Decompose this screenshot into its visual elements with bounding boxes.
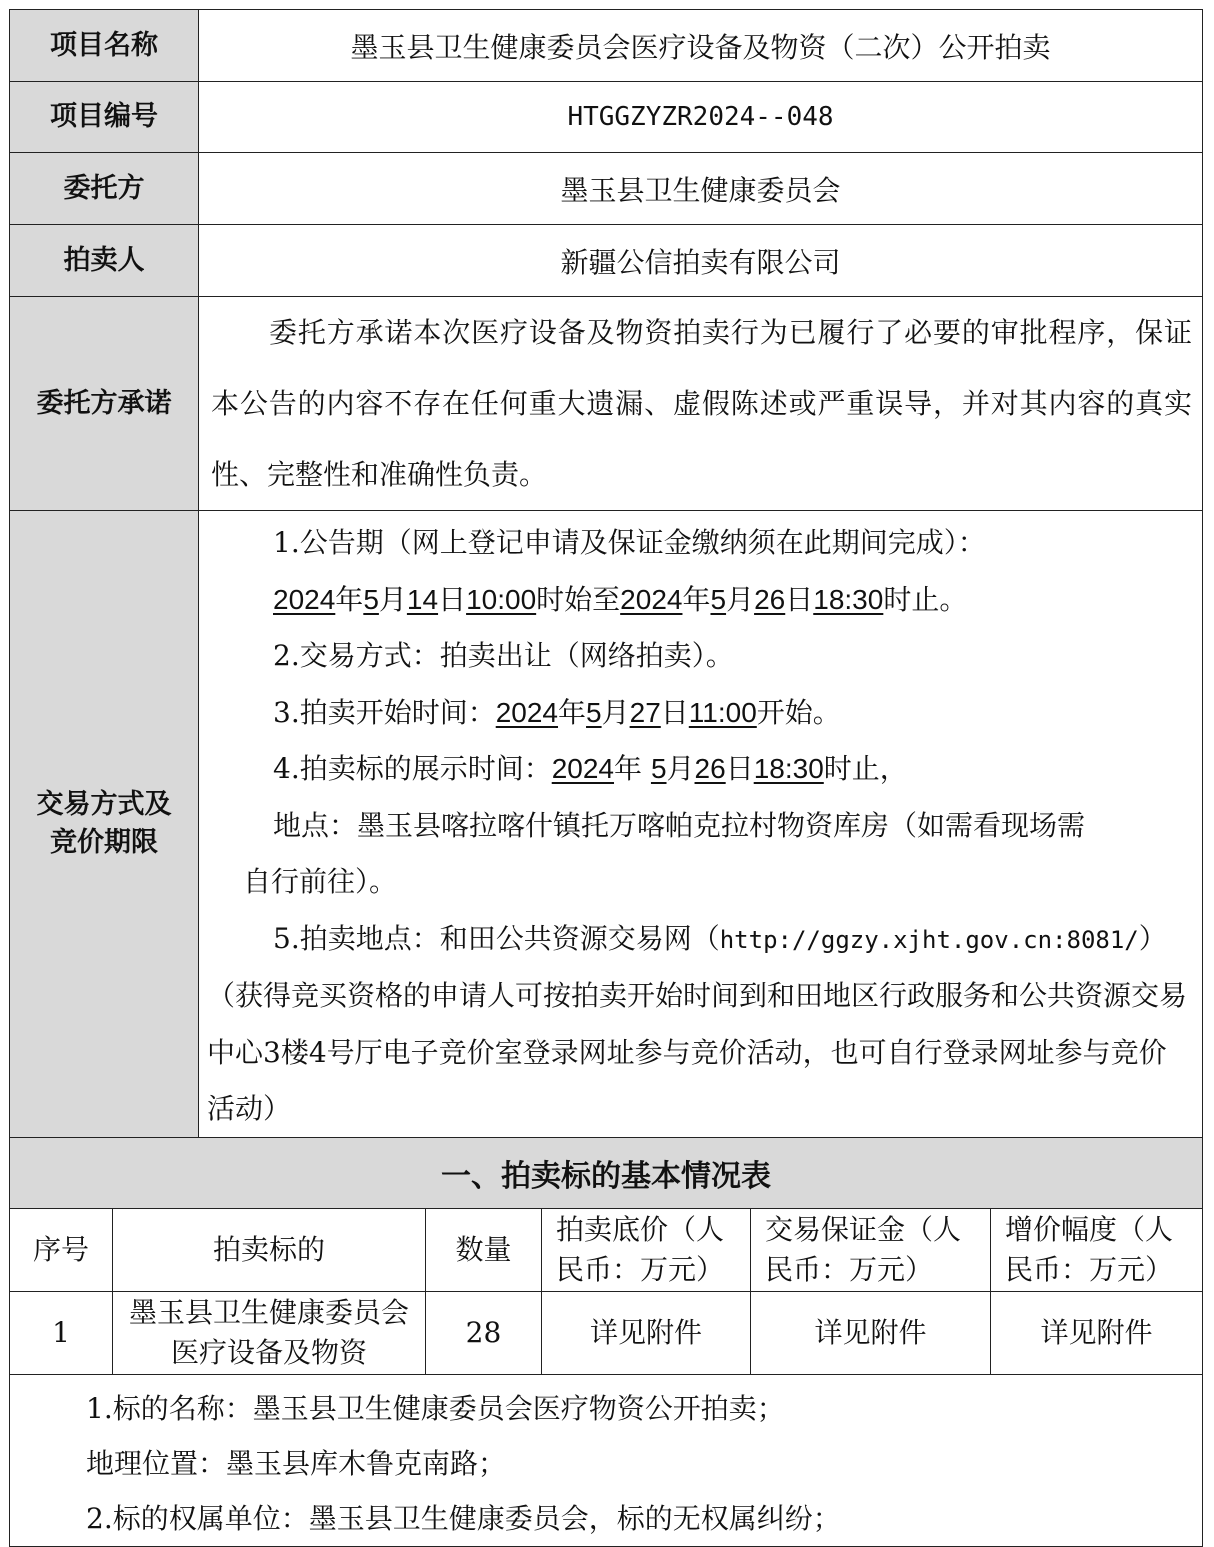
end-time: 18:30 xyxy=(813,583,884,615)
start-suffix: 时始至 xyxy=(536,582,621,616)
row-increment: 详见附件 xyxy=(991,1292,1203,1375)
row-reserve-price: 详见附件 xyxy=(542,1292,751,1375)
unit-month: 月 xyxy=(378,582,407,616)
display-time xyxy=(211,741,1190,798)
note-item: 地理位置：墨玉县库木鲁克南路； xyxy=(86,1447,507,1480)
auctioneer-label: 拍卖人 xyxy=(10,225,199,297)
notice-period-title: 1.公告期（网上登记申请及保证金缴纳须在此期间完成）： xyxy=(273,526,986,559)
end-month: 5 xyxy=(710,583,727,615)
auction-venue xyxy=(211,911,1190,969)
header-subject: 拍卖标的 xyxy=(113,1209,426,1292)
unit-year: 年 xyxy=(614,752,643,785)
row-auctioneer xyxy=(10,225,1203,297)
auction-start-time xyxy=(211,685,1190,742)
unit-month: 月 xyxy=(726,582,755,616)
header-deposit: 交易保证金（人民币：万元） xyxy=(751,1209,991,1292)
note-item: 2.标的权属单位：墨玉县卫生健康委员会，标的无权属纠纷； xyxy=(86,1502,841,1535)
client-label: 委托方 xyxy=(10,153,199,225)
unit-day: 日 xyxy=(725,752,754,785)
auctioneer-value: 新疆公信拍卖有限公司 xyxy=(199,225,1203,297)
row-seq: 1 xyxy=(10,1292,113,1375)
promise-text: 委托方承诺本次医疗设备及物资拍卖行为已履行了必要的审批程序，保证本公告的内容不存在任何重大遗漏、虚假陈述或严重误导，并对其内容的真实性、完整性和准确性负责。 xyxy=(199,297,1203,511)
row-deposit: 详见附件 xyxy=(751,1292,991,1375)
start-month: 5 xyxy=(363,583,379,615)
unit-day: 日 xyxy=(660,695,689,729)
project-info-table xyxy=(9,9,1203,1139)
end-suffix: 时止。 xyxy=(883,582,968,616)
row-promise xyxy=(10,297,1203,511)
header-increment: 增价幅度（人民币：万元） xyxy=(991,1209,1203,1292)
row-client xyxy=(10,153,1203,225)
notice-period-dates xyxy=(211,572,1190,629)
notes xyxy=(10,1375,1203,1547)
unit-year: 年 xyxy=(335,582,364,616)
auction-items-table xyxy=(9,1137,1203,1547)
project-code-label: 项目编号 xyxy=(10,82,199,153)
unit-day: 日 xyxy=(438,582,467,616)
unit-day: 日 xyxy=(785,582,814,616)
row-trade-terms xyxy=(10,511,1203,1139)
display-prefix: 4.拍卖标的展示时间： xyxy=(273,752,552,785)
header-seq: 序号 xyxy=(10,1209,113,1292)
auction-day: 27 xyxy=(629,696,661,728)
header-reserve-price: 拍卖底价（人民币：万元） xyxy=(542,1209,751,1292)
auction-time: 11:00 xyxy=(688,696,757,728)
trade-terms xyxy=(199,511,1203,1139)
announcement-sheet xyxy=(9,9,1202,1547)
section-title: 一、拍卖标的基本情况表 xyxy=(10,1138,1203,1209)
trade-label xyxy=(10,511,199,1139)
display-year: 2024 xyxy=(551,753,615,784)
project-name-value: 墨玉县卫生健康委员会医疗设备及物资（二次）公开拍卖 xyxy=(199,10,1203,82)
header-row xyxy=(10,1209,1203,1292)
auction-year: 2024 xyxy=(495,696,559,728)
end-year: 2024 xyxy=(620,583,683,615)
auction-month: 5 xyxy=(586,696,602,728)
unit-month: 月 xyxy=(666,752,695,785)
trade-label-line1: 交易方式及 xyxy=(36,789,172,821)
end-day: 26 xyxy=(754,583,786,615)
notes-row xyxy=(10,1375,1203,1547)
auction-start-prefix: 3.拍卖开始时间： xyxy=(273,695,496,729)
header-qty: 数量 xyxy=(426,1209,542,1292)
auction-start-suffix: 开始。 xyxy=(756,695,841,729)
trade-method: 2.交易方式：拍卖出让（网络拍卖）。 xyxy=(273,639,734,672)
venue-note: （获得竞买资格的申请人可按拍卖开始时间到和田地区行政服务和公共资源交易中心3楼4号厅电子竞价室登录网址参与竞价活动，也可自行登录网址参与竞价活动） xyxy=(207,979,1188,1125)
promise-label: 委托方承诺 xyxy=(10,297,199,511)
start-year: 2024 xyxy=(273,583,336,615)
table-row xyxy=(10,1292,1203,1375)
venue-prefix: 5.拍卖地点：和田公共资源交易网（ xyxy=(273,921,720,955)
venue-close: ） xyxy=(1138,921,1167,955)
row-qty: 28 xyxy=(426,1292,542,1375)
start-day: 14 xyxy=(406,583,439,615)
note-item: 1.标的名称：墨玉县卫生健康委员会医疗物资公开拍卖； xyxy=(86,1392,785,1425)
display-location-line1: 地点：墨玉县喀拉喀什镇托万喀帕克拉村物资库房（如需看现场需 xyxy=(273,808,1086,842)
unit-year: 年 xyxy=(558,695,587,729)
project-name-label: 项目名称 xyxy=(10,10,199,82)
trade-label-line2: 竞价期限 xyxy=(50,827,158,859)
row-subject: 墨玉县卫生健康委员会医疗设备及物资 xyxy=(113,1292,426,1375)
unit-month: 月 xyxy=(601,695,630,729)
row-project-code xyxy=(10,82,1203,153)
display-month: 5 xyxy=(650,753,667,784)
display-time-value: 18:30 xyxy=(753,753,824,784)
display-suffix: 时止， xyxy=(823,752,908,785)
unit-year: 年 xyxy=(682,582,711,616)
section-title-row xyxy=(10,1138,1203,1209)
row-project-name xyxy=(10,10,1203,82)
display-location-line2: 自行前往）。 xyxy=(243,865,398,898)
display-day: 26 xyxy=(694,753,726,784)
start-time: 10:00 xyxy=(466,583,537,615)
client-value: 墨玉县卫生健康委员会 xyxy=(199,153,1203,225)
project-code-value: HTGGZYZR2024--048 xyxy=(199,82,1203,153)
venue-url[interactable]: http://ggzy.xjht.gov.cn:8081/ xyxy=(719,925,1139,954)
